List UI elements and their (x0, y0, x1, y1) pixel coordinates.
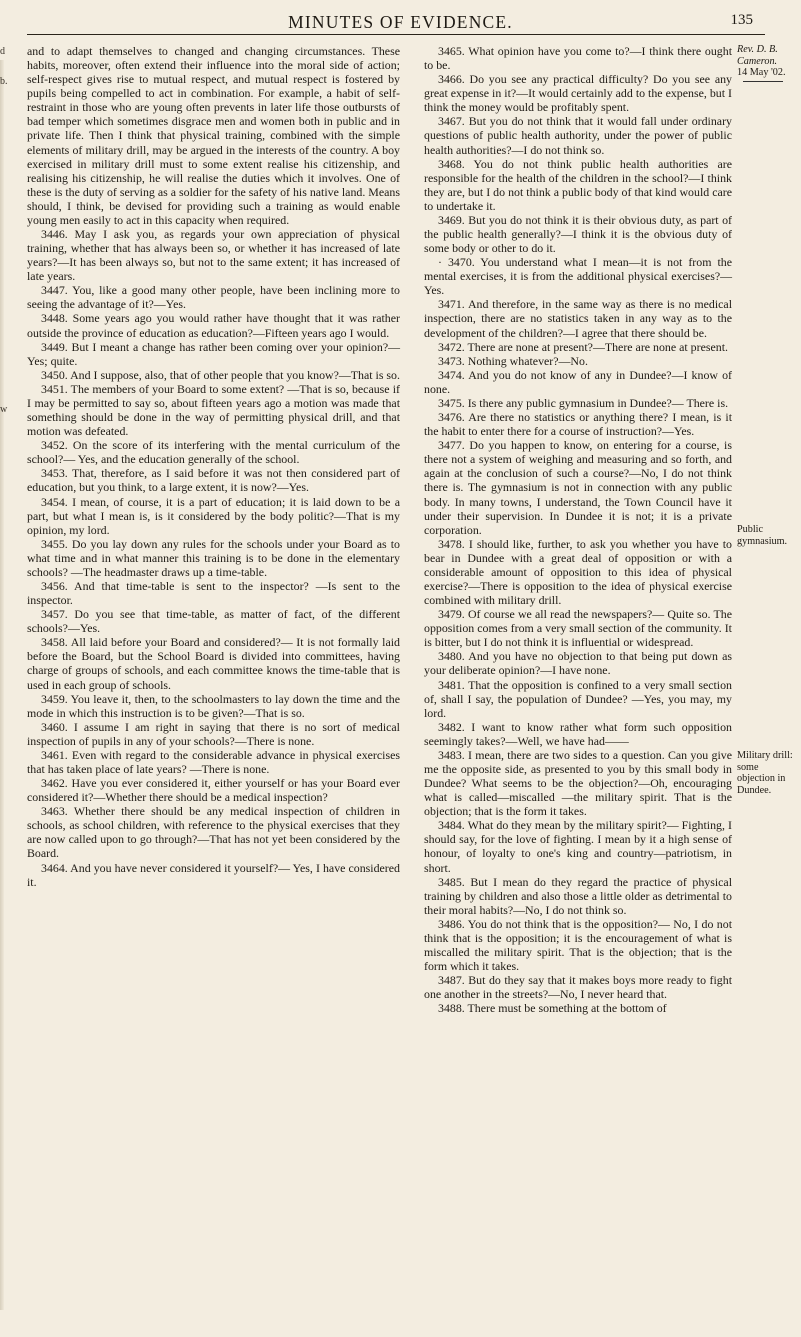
evidence-paragraph: 3466. Do you see any practical difficulty? Do you see any great expense in it?—It would certainly add to the expense, but I think the money would be profitably spent. (424, 72, 732, 115)
evidence-paragraph: 3447. You, like a good many other people, have been inclining more to seeing the advantage of it?—Yes. (27, 283, 400, 312)
right-column (424, 44, 732, 1015)
header-rule (27, 34, 765, 35)
evidence-paragraph: 3477. Do you happen to know, on entering for a course, is there not a system of weighing and measuring and so forth, and again at the conclusion of such a course?—No, I do not think there is. The gymnasium is not in connection with any public body. In many towns, I understand, the Town Council have it under their supervision. In Dundee it is not; it is a private corporation. (424, 438, 732, 537)
evidence-paragraph: 3485. But I mean do they regard the practice of physical training by children and also those a little older as detrimental to their moral habits?—No, I do not think so. (424, 874, 732, 917)
evidence-paragraph: 3464. And you have never considered it yourself?— Yes, I have considered it. (27, 860, 400, 889)
witness-rule (743, 81, 783, 82)
evidence-paragraph: 3488. There must be something at the bottom of (438, 1001, 667, 1016)
evidence-paragraph: 3457. Do you see that time-table, as matter of fact, of the different schools?—Yes. (27, 607, 400, 636)
evidence-paragraph: and to adapt themselves to changed and changing circumstances. These habits, moreover, often extend their influence into the moral side of action; self-respect gives rise to mutual respect, and mutual respect is fostered by pupils being compelled to act in combination. For example, a habit of self-restraint in those who are young often prevents in later life those outbursts of bad temper which sometimes disgrace men and women both in public and in private life. Then I think that physical training, combined with the simple elements of military drill, may be argued in the interests of the country. A boy exercised in military drill must to some extent realise his citizenship, and realising his citizenship, he will realise the duties which it involves. One of these is the duty of serving as a soldier for the safety of his native land. Means should, I think, be devised for providing such a training as would enable young men easily to act in this capacity when required. (27, 44, 400, 227)
evidence-paragraph: 3453. That, therefore, as I said before it was not then considered part of education, but you think, to a large extent, it is now?—Yes. (27, 466, 400, 495)
evidence-paragraph: 3484. What do they mean by the military spirit?— Fighting, I should say, for the love of fighting. I mean by it a high sense of honour, of loyalty to one's king and country—patriotism, in short. (424, 818, 732, 875)
evidence-paragraph: 3472. There are none at present?—There are none at present. (438, 339, 728, 354)
evidence-paragraph: 3448. Some years ago you would rather have thought that it was rather outside the province of education as education?—Fifteen years ago I would. (27, 311, 400, 340)
evidence-paragraph: 3483. I mean, there are two sides to a question. Can you give me the opposite side, as presented to you by this small body in Dundee? What seems to be the objection?—Oh, encouraging what is called—miscalled —the military spirit. That is the objection; that is the form it takes. (424, 747, 732, 819)
evidence-paragraph: 3481. That the opposition is confined to a very small section of, shall I say, the population of Dundee? —Yes, you may, my lord. (424, 677, 732, 720)
evidence-paragraph: 3458. All laid before your Board and considered?— It is not formally laid before the Board, but the School Board is divided into committees, having charge of groups of schools, and each committee knows the time-table that is used in each group of schools. (27, 635, 400, 692)
evidence-paragraph: 3452. On the score of its interfering with the mental curriculum of the school?— Yes, and the education generally of the school. (27, 438, 400, 467)
page-header (0, 12, 801, 36)
evidence-paragraph: 3487. But do they say that it makes boys more ready to fight one another in the streets?—No, I never heard that. (424, 973, 732, 1002)
edge-mark: w (0, 404, 8, 415)
evidence-paragraph: 3465. What opinion have you come to?—I think there ought to be. (424, 44, 732, 73)
evidence-paragraph: 3476. Are there no statistics or anything there? I mean, is it the habit to enter there for a course of instruction?—Yes. (424, 410, 732, 439)
running-title: MINUTES OF EVIDENCE. (288, 12, 513, 32)
evidence-paragraph: 3449. But I meant a change has rather been coming over your opinion?—Yes; quite. (27, 339, 400, 368)
evidence-paragraph: 3467. But you do not think that it would fall under ordinary questions of public health authority, under the power of public health authorities?—I do not think so. (424, 114, 732, 157)
evidence-paragraph: 3473. Nothing whatever?—No. (438, 353, 588, 368)
witness-date: 14 May '02. (737, 67, 786, 78)
evidence-paragraph: 3446. May I ask you, as regards your own appreciation of physical training, whether that has always been so, or whether it has increased of late years?—It has been always so, but not to the same extent; it has increased of late years. (27, 227, 400, 284)
left-column (27, 44, 400, 889)
evidence-paragraph: 3475. Is there any public gymnasium in Dundee?— There is. (438, 395, 729, 410)
evidence-paragraph: 3486. You do not think that is the opposition?— No, I do not think that is the opposition; it is the encouragement of what is miscalled the military spirit. That is the objection; that is the form which it takes. (424, 916, 732, 974)
evidence-paragraph: 3480. And you have no objection to that being put down as your deliberate opinion?—I have none. (424, 649, 732, 678)
margin-note-gymnasium: Public gymnasium. (737, 524, 788, 547)
evidence-paragraph: 3450. And I suppose, also, that of other people that you know?—That is so. (41, 367, 400, 382)
evidence-paragraph: · 3470. You understand what I mean—it is not from the mental exercises, it is from the additional physical exercises?—Yes. (424, 255, 732, 298)
evidence-paragraph: 3455. Do you lay down any rules for the schools under your Board as to what time and in what manner this training is to be done in the elementary schools? —The headmaster draws up a time-table. (27, 536, 400, 579)
evidence-paragraph: 3462. Have you ever considered it, either yourself or has your Board ever considered it?—Whether there should be a medical inspection? (27, 776, 400, 805)
evidence-paragraph: 3459. You leave it, then, to the schoolmasters to lay down the time and the mode in which this instruction is to be given?—That is so. (27, 691, 400, 720)
evidence-paragraph: 3474. And you do not know of any in Dundee?—I know of none. (424, 367, 732, 396)
edge-mark: b. (0, 76, 8, 87)
margin-note-military-drill: Military drill: some objection in Dundee. (737, 750, 793, 796)
evidence-paragraph: 3468. You do not think public health authorities are responsible for the health of the children in the school?—I think they are, but I do not think a public body of that kind would care to undertake it. (424, 156, 732, 213)
page-number: 135 (730, 12, 753, 28)
evidence-paragraph: 3461. Even with regard to the considerable advance in physical exercises that has taken place of late years? —There is none. (27, 747, 400, 776)
evidence-paragraph: 3469. But you do not think it is their obvious duty, as part of the public health generally?—I think it is the obvious duty of some body or other to do it. (424, 212, 732, 256)
evidence-paragraph: 3463. Whether there should be any medical inspection of children in schools, as school children, with reference to the physical exercises that they are now called upon to go through?—That has not yet been considered by the Board. (27, 804, 400, 861)
evidence-paragraph: 3456. And that time-table is sent to the inspector? —Is sent to the inspector. (27, 578, 400, 608)
evidence-paragraph: 3460. I assume I am right in saying that there is no sort of medical inspection of pupils in any of your schools?—There is none. (27, 719, 400, 748)
evidence-paragraph: 3451. The members of your Board to some extent? —That is so, because if I may be permitted to say so, about fifteen years ago a motion was made that something should be done in the way of permitting physical drill, and that motion was defeated. (27, 381, 400, 439)
evidence-paragraph: 3471. And therefore, in the same way as there is no medical inspection, there are no statistics taken in any way as to the development of the children?—I agree that there should be. (424, 297, 732, 340)
evidence-paragraph: 3478. I should like, further, to ask you whether you have to bear in Dundee with a great deal of opposition or with a considerable amount of opposition to this idea of physical exercise?—There is opposition to the idea of physical exercise combined with military drill. (424, 536, 732, 608)
evidence-paragraph: 3482. I want to know rather what form such opposition seemingly takes?—Well, we have had—— (424, 719, 732, 748)
margin-note-witness (737, 44, 797, 82)
edge-mark: d (0, 46, 5, 57)
page-edge-shadow (0, 60, 4, 1310)
witness-name: Rev. D. B. Cameron. (737, 44, 778, 67)
evidence-paragraph: 3454. I mean, of course, it is a part of education; it is laid down to be a part, but what I mean is, is it considered by the body politic?—That is my opinion, my lord. (27, 494, 400, 537)
evidence-paragraph: 3479. Of course we all read the newspapers?— Quite so. The opposition comes from a very small section of the community. It is bitter, but I do not think it is influential or widespread. (424, 607, 732, 650)
